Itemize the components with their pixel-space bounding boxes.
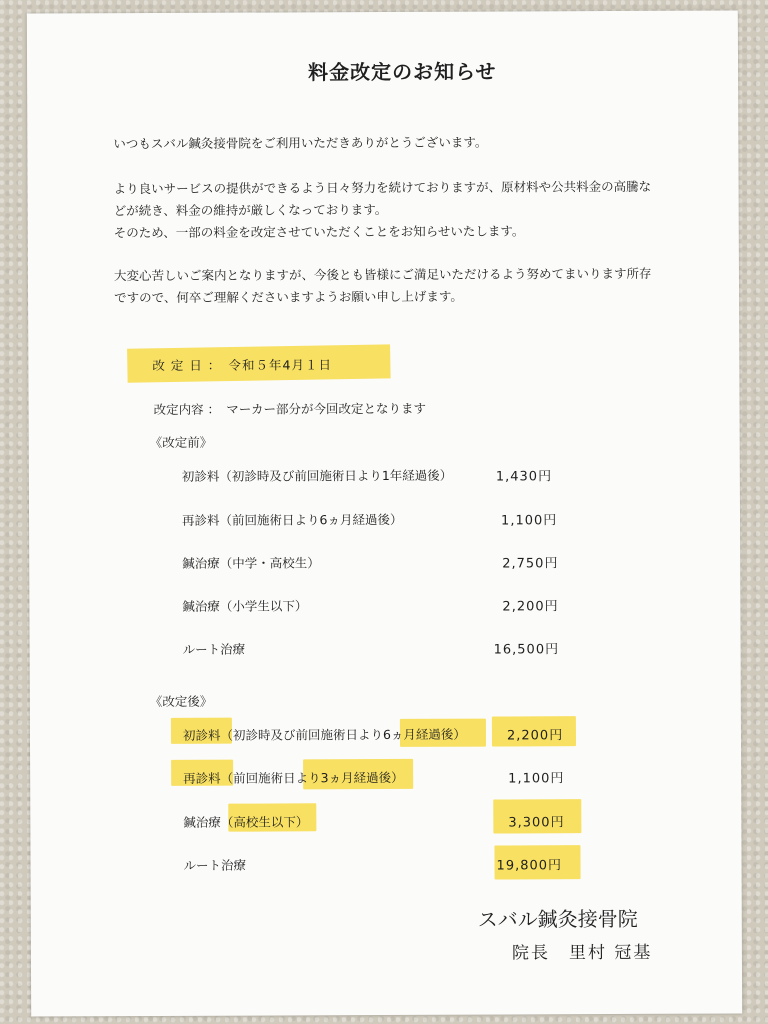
reason-line-3: そのため、一部の料金を改定させていただくことをお知らせいたします。 <box>113 223 525 241</box>
after-row-price: 19,800円 <box>496 858 563 874</box>
apology-line-1: 大変心苦しいご案内となりますが、今後とも皆様にご満足いただけるよう努めてまいります所存 <box>113 265 652 284</box>
after-row-price: 2,200円 <box>506 728 564 744</box>
reason-line-2: どが続き、料金の維持が厳しくなっております。 <box>113 201 388 219</box>
after-row-label: 初診料（初診時及び前回施術日より6ヵ月経過後） <box>182 726 466 743</box>
director-name: 院長 里村 冠基 <box>511 942 653 964</box>
notice-paper <box>27 10 742 1016</box>
reason-paragraph <box>114 176 699 245</box>
after-row-price: 3,300円 <box>508 815 565 831</box>
apology-line-2: ですので、何卒ご理解くださいますようお願い申し上げます。 <box>114 288 463 306</box>
greeting-text: いつもスバル鍼灸接骨院をご利用いただきありがとうございます。 <box>113 134 488 152</box>
clinic-name: スバル鍼灸接骨院 <box>477 906 638 932</box>
after-row-label: ルート治療 <box>183 857 247 873</box>
before-row-price: 2,750円 <box>502 556 559 572</box>
before-row-label: 再診料（前回施術日より6ヵ月経過後） <box>181 511 403 528</box>
before-row-label: ルート治療 <box>182 641 246 657</box>
before-row-label: 鍼治療（中学・高校生） <box>182 555 320 571</box>
revision-content: 改定内容 ： マーカー部分が今回改定となります <box>153 400 427 418</box>
after-heading: 《改定後》 <box>149 693 213 710</box>
before-row-price: 1,100円 <box>501 513 558 529</box>
after-row-label: 再診料（前回施術日より3ヵ月経過後） <box>183 769 404 786</box>
before-row-label: 初診料（初診時及び前回施術日より1年経過後） <box>181 467 453 484</box>
after-row-label: 鍼治療（高校生以下） <box>183 814 309 830</box>
before-row-price: 16,500円 <box>493 642 560 658</box>
apology-paragraph <box>114 263 699 310</box>
after-row-price: 1,100円 <box>508 771 565 787</box>
before-row-price: 1,430円 <box>495 469 553 485</box>
revision-date: 改 定 日 ： 令和５年4月１日 <box>152 357 333 374</box>
before-heading: 《改定前》 <box>149 434 213 451</box>
before-row-price: 2,200円 <box>502 599 559 615</box>
before-row-label: 鍼治療（小学生以下） <box>182 598 308 614</box>
notice-title: 料金改定のお知らせ <box>308 59 497 85</box>
reason-line-1: より良いサービスの提供ができるよう日々努力を続けておりますが、原材料や公共料金の高騰な <box>113 178 652 197</box>
